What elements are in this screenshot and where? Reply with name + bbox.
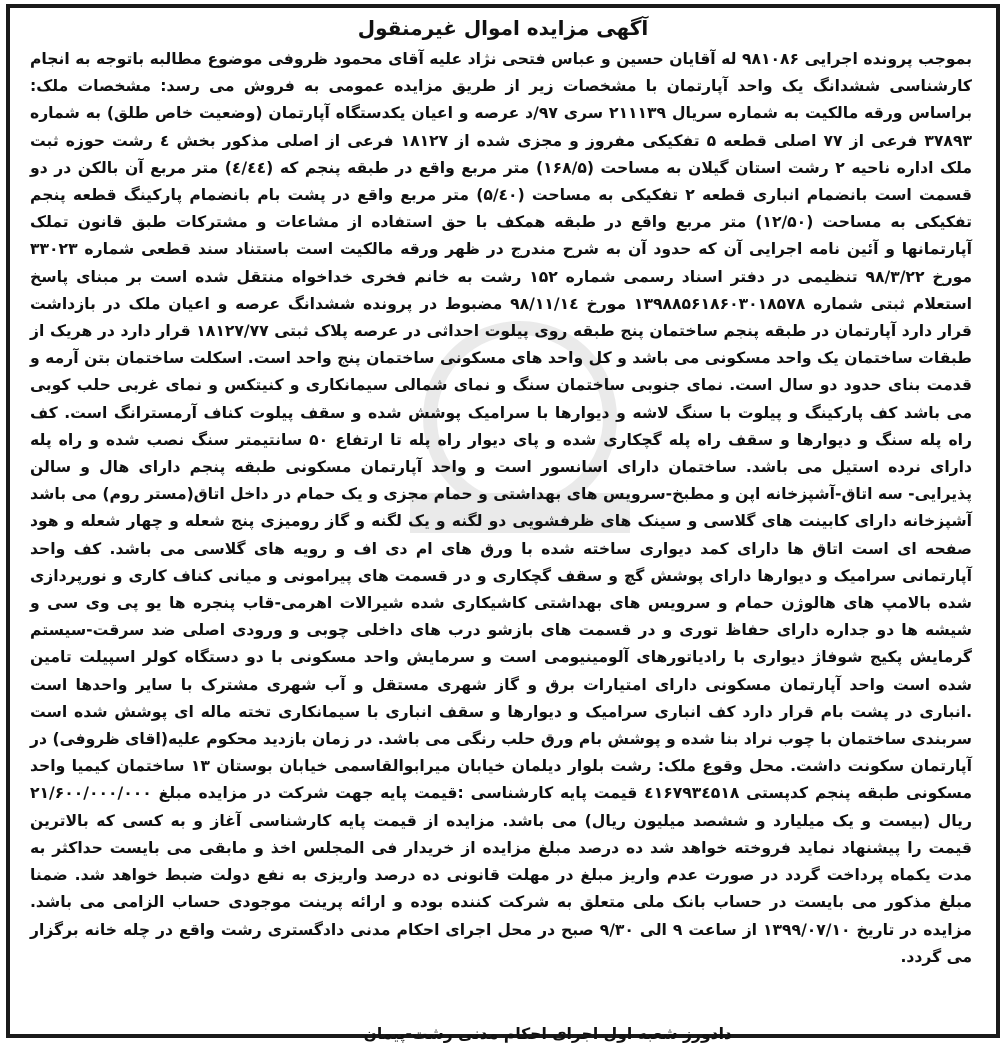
notice-signature: دادورز شعبه اول اجرای احکام مدنی رشت-پیمان (363, 1025, 732, 1043)
notice-title: آگهی مزایده اموال غیرمنقول (357, 16, 649, 40)
notice-body: بموجب پرونده اجرایی ۹۸۱۰۸۶ له آقایان حسین و عباس فتحی نژاد علیه آقای محمود ظروفی موضوع مطالبه باتوجه به انجام کارشناسی ششدانگ یک واحد آپارتمان با مشخصات زیر از طریق مزایده عمومی به فروش می رسد: مشخصات ملک: براساس ورقه مالکیت به شماره سریال ۲۱۱۱۳۹ سری ۹۷/د عرصه و اعیان یکدستگاه آپارتمان (وضعیت خاص طلق) به شماره ۳۷۸۹۳ فرعی از ۷۷ اصلی قطعه ۵ تفکیکی مفروز و مجزی شده از ۱۸۱۲۷ فرعی از اصلی مذکور بخش ٤ رشت حوزه ثبت ملک اداره ناحیه ۲ رشت استان گیلان به مساحت (۱۶۸/۵) متر مربع واقع در طبقه پنجم که (٤/٤٤) متر مربع آن بالکن در دو قسمت است بانضمام انباری قطعه ۲ تفکیکی به مساحت (۵/٤۰) متر مربع واقع در پشت بام بانضمام پارکینگ قطعه پنجم تفکیکی به مساحت (۱۲/۵۰) متر مربع واقع در طبقه همکف با حق استفاده از مشاعات و مشترکات طبق قانون تملک آپارتمانها و آئین نامه اجرایی آن که حدود آن به شرح مندرج در ظهر ورقه مالکیت است باستناد سند قطعی شماره ۳۳۰۲۳ مورخ ۹۸/۳/۲۲ تنظیمی در دفتر اسناد رسمی شماره ۱۵۲ رشت به خانم فخری خداخواه منتقل شده است بر مبنای پاسخ استعلام ثبتی شماره ۱۳۹۸۸۵۶۱۸۶۰۳۰۱۸۵۷۸ مورخ ۹۸/۱۱/۱٤ مضبوط در پرونده ششدانگ عرصه و اعیان ملک در بازداشت قرار دارد آپارتمان در طبقه پنجم ساختمان پنج طبقه روی پیلوت احداثی در عرصه پلاک ثبتی ۱۸۱۲۷/۷۷ قرار دارد در هریک از طبقات ساختمان یک واحد مسکونی می باشد و کل واحد های مسکونی ساختمان پنج واحد است. اسکلت ساختمان بتن آرمه و قدمت بنای حدود دو سال است. نمای جنوبی ساختمان سنگ و نمای شمالی سیمانکاری و کنیتکس و نمای غربی حلب کوبی می باشد کف پارکینگ و پیلوت با سنگ لاشه و دیوارها با سرامیک پوشش شده و سقف پیلوت کناف آرمسترانگ است. کف راه پله سنگ و دیوارها و سقف راه پله گچکاری شده و پای دیوار راه پله تا ارتفاع ۵۰ سانتیمتر سنگ نصب شده و راه پله دارای نرده استیل می باشد. ساختمان دارای اسانسور است و واحد آپارتمان مسکونی طبقه پنجم دارای هال و سالن پذیرایی- سه اتاق-آشپزخانه اپن و مطبخ-سرویس های بهداشتی و حمام مجزی و یک حمام در داخل اتاق(مستر روم) می باشد آشپزخانه دارای کابینت های گلاسی و سینک های ظرفشویی دو لگنه و یک لگنه و گاز رومیزی پنج شعله و چهار شعله و هود صفحه ای است اتاق ها دارای کمد دیواری ساخته شده با ورق های ام دی اف و رویه های گلاسی می باشد. کف واحد آپارتمانی سرامیک و دیوارها دارای پوشش گچ و سقف گچکاری و در قسمت های پیرامونی و میانی کناف کاری و نورپردازی شده بالامپ های هالوژن حمام و سرویس های بهداشتی کاشیکاری شده شیرالات اهرمی-قاب پنجره ها یو پی وی سی و شیشه ها دو جداره دارای حفاظ توری و در قسمت های بازشو درب های داخلی چوبی و ورودی اصلی ضد سرقت-سیستم گرمایش پکیج شوفاژ دیواری با رادیاتورهای آلومینیومی است و سرمایش واحد مسکونی با دو دستگاه کولر اسپیلت تامین شده است واحد آپارتمان مسکونی دارای امتیارات برق و گاز شهری مستقل و آب شهری مشترک با سایر واحدها است .انباری در پشت بام قرار دارد کف انباری سرامیک و دیوارها و سقف انباری با سیمانکاری تخته ماله ای پوشش شده است سربندی ساختمان با چوب نراد بنا شده و پوشش بام ورق حلب رنگی می باشد. در زمان بازدید محکوم علیه(اقای ظروفی) در آپارتمان سکونت داشت. محل وقوع ملک: رشت بلوار دیلمان خیابان میرابوالقاسمی خیابان بوستان ۱۳ ساختمان کیمیا واحد مسکونی طبقه پنجم کدپستی ٤۱۶۷۹۳٤۵۱۸ قیمت پایه کارشناسی :قیمت پایه جهت شرکت در مزایده مبلغ ۲۱/۶۰۰/۰۰۰/۰۰۰ ریال (بیست و یک میلیارد و ششصد میلیون ریال) می باشد. مزایده از قیمت پایه کارشناسی آغاز و به کسی که بالاترین قیمت را پیشنهاد نماید فروخته خواهد شد ده درصد مبلغ مزایده از خریدار فی المجلس اخذ و مابقی می بایست حداکثر به مدت یکماه پرداخت گردد در صورت عدم واریز مبلغ در مهلت قانونی ده درصد واریزی به نفع دولت ضبط خواهد شد. ضمنا مبلغ مذکور می بایست در حساب بانک ملی متعلق به شرکت کننده بوده و ارائه پرینت موجودی حساب الزامی می باشد. مزایده در تاریخ ۱۳۹۹/۰۷/۱۰ از ساعت ۹ الی ۹/۳۰ صبح در محل اجرای احکام مدنی دادگستری رشت واقع در چله خانه برگزار می گردد. (30, 50, 973, 966)
notice-frame (6, 4, 1000, 1043)
